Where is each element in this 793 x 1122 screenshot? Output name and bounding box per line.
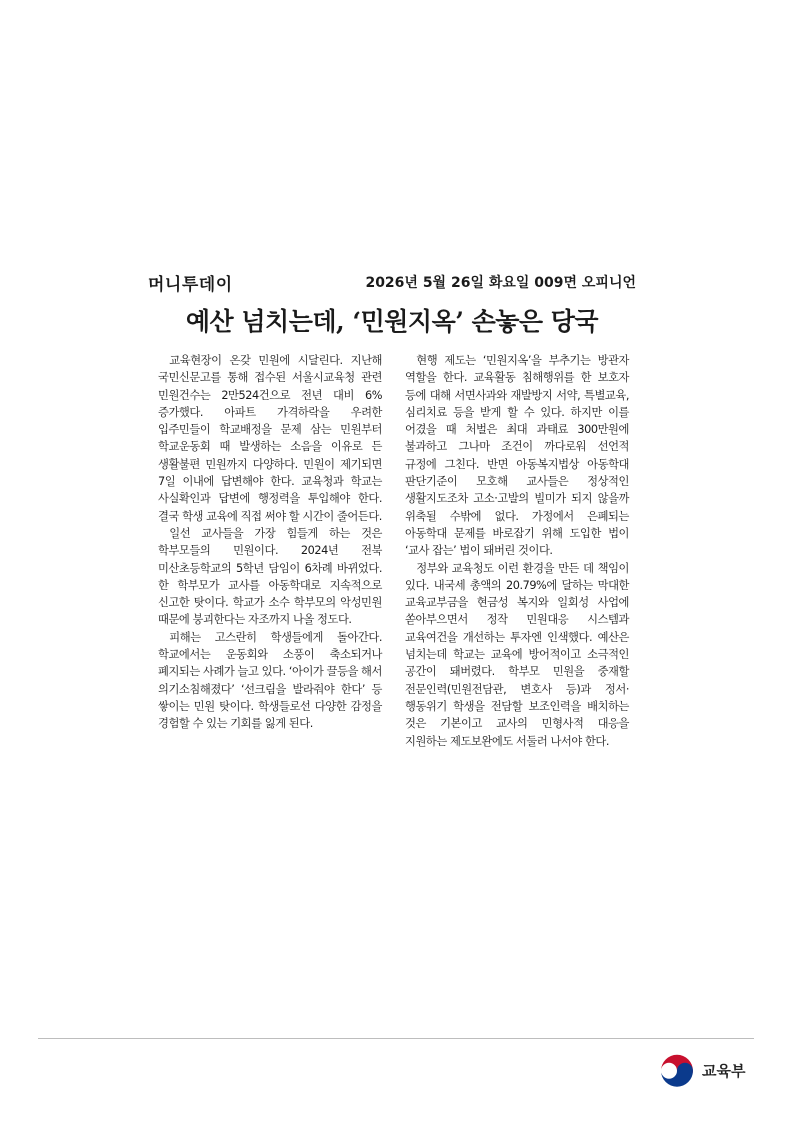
paragraph: 교육현장이 온갖 민원에 시달린다. 지난해 국민신문고를 통해 접수된 서울시교육청 관련 민원건수는 2만524건으로 전년 대비 6% 증가했다. 아파트 가격하락을 우려한 입주민들이 학교배정을 문제 삼는 민원부터 학교운동회 때 발생하는 소음을 이유로 든 생활불편 민원까지 다양하다. 민원이 제기되면 7일 이내에 답변해야 한다. 교육청과 학교는 사실확인과 답변에 행정력을 투입해야 한다. 결국 학생 교육에 직접 써야 할 시간이 줄어든다. xyxy=(158,354,382,523)
ministry-logo xyxy=(658,1050,745,1090)
taegeuk-emblem-icon xyxy=(658,1051,696,1089)
paragraph: 현행 제도는 ‘민원지옥’을 부추기는 방관자 역할을 한다. 교육활동 침해행위를 한 보호자 등에 대해 서면사과와 재발방지 서약, 특별교육, 심리치료 등을 받게 할 수 있다. 하지만 이를 어겼을 때 처벌은 최대 과태료 300만원에 불과하고 그나마 조건이 까다로워 선언적 규정에 그친다. 반면 아동복지법상 아동학대 판단기준이 모호해 교사들은 정상적인 생활지도조차 고소·고발의 빌미가 되지 않을까 위축될 수밖에 없다. 가정에서 은폐되는 아동학대 문제를 바로잡기 위해 도입한 법이 ‘교사 잡는’ 법이 돼버린 것이다. xyxy=(405,354,629,558)
ministry-name: 교육부 xyxy=(702,1061,746,1080)
paragraph: 피해는 고스란히 학생들에게 돌아간다. 학교에서는 운동회와 소풍이 축소되거나 폐지되는 사례가 늘고 있다. ‘아이가 끌등을 해서 의기소침해졌다’ ‘선크림을 발라줘야 한다’ 등 쌓이는 민원 탓이다. 학생들로선 다양한 감정을 경험할 수 있는 기회를 잃게 된다. xyxy=(158,630,382,731)
paragraph: 일선 교사들을 가장 힘들게 하는 것은 학부모들의 민원이다. 2024년 전북 미산초등학교의 5학년 담임이 6차례 바뀌었다. 한 학부모가 교사를 아동학대로 지속적으로 신고한 탓이다. 학교가 소수 학부모의 악성민원 때문에 붕괴한다는 자조까지 나올 정도다. xyxy=(158,526,382,627)
article-headline: 예산 넘치는데, ‘민원지옥’ 손놓은 당국 xyxy=(185,307,599,336)
article-column-right xyxy=(405,352,629,750)
paragraph: 정부와 교육청도 이런 환경을 만든 데 책임이 있다. 내국세 총액의 20.79%에 달하는 막대한 교육교부금을 현금성 복지와 일회성 사업에 쏟아부으면서 정작 민원대응 시스템과 교육여건을 개선하는 투자엔 인색했다. 예산은 넘치는데 학교는 교육에 방어적이고 소극적인 공간이 돼버렸다. 학부모 민원을 중재할 전문인력(민원전담관, 변호사 등)과 정서·행동위기 학생을 전담할 보조인력을 배치하는 것은 기본이고 교사의 민형사적 대응을 지원하는 제도보완에도 서둘러 나서야 한다. xyxy=(405,561,629,748)
publication-name: 머니투데이 xyxy=(148,274,233,295)
masthead xyxy=(148,269,636,295)
footer-divider xyxy=(38,1038,754,1039)
article-column-left xyxy=(158,352,382,733)
dateline: 2026년 5월 26일 화요일 009면 오피니언 xyxy=(365,275,636,291)
